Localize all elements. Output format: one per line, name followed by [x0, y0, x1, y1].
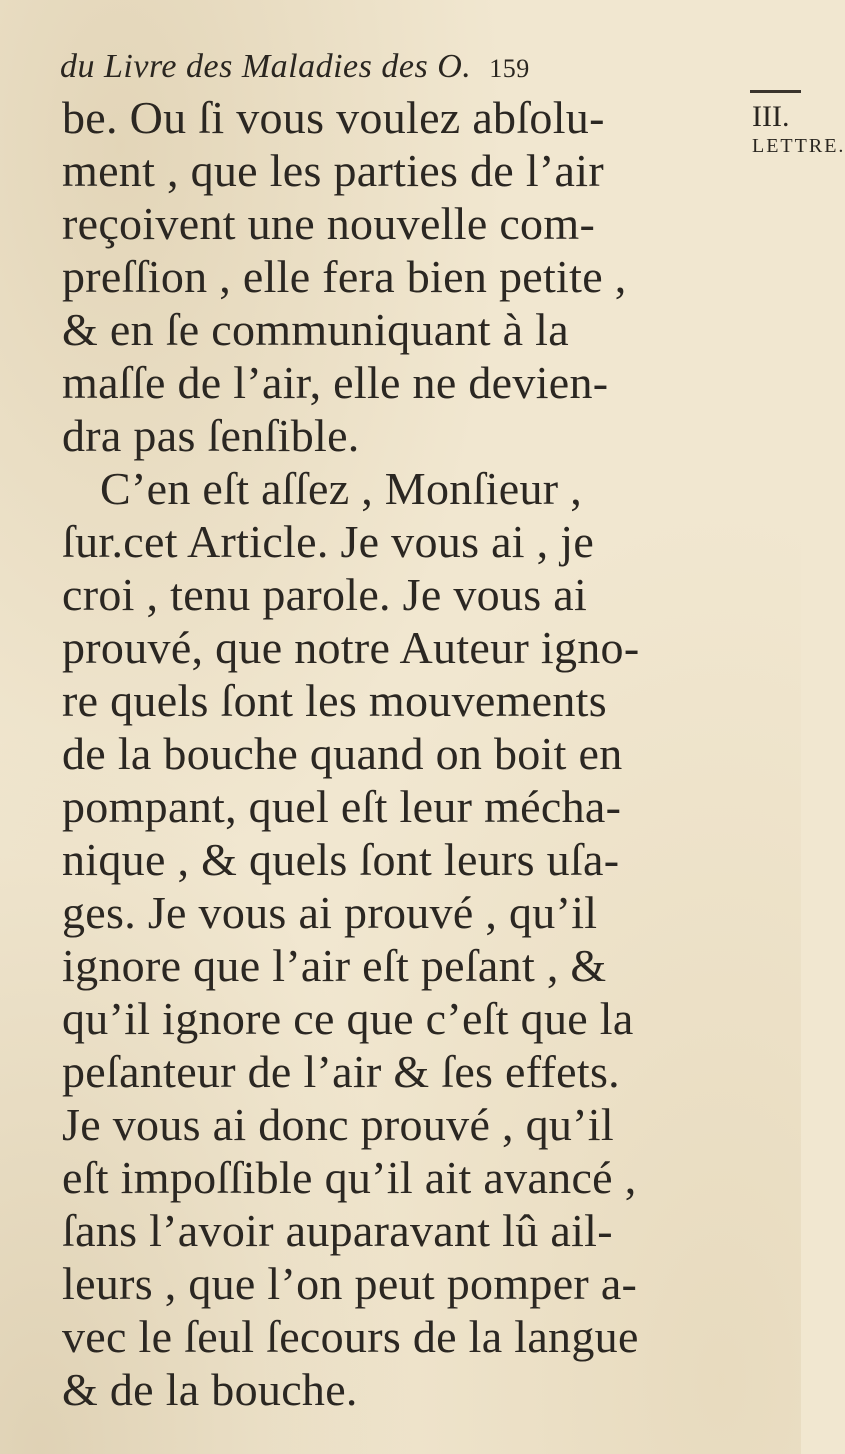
- text-line: ges. Je vous ai prouvé , qu’il: [62, 887, 598, 938]
- margin-letter-label: LETTRE.: [752, 135, 845, 157]
- text-line: C’en eſt aſſez , Monſieur ,: [100, 463, 583, 514]
- text-line: be. Ou ſi vous voulez abſolu-: [62, 92, 605, 143]
- text-line: peſanteur de l’air & ſes effets.: [62, 1046, 620, 1097]
- text-line: Je vous ai donc prouvé , qu’il: [62, 1099, 614, 1150]
- running-title: du Livre des Maladies des O.: [60, 48, 472, 85]
- text-line: ignore que l’air eſt peſant , &: [62, 940, 607, 991]
- text-line: de la bouche quand on boit en: [62, 728, 623, 779]
- text-line: re quels ſont les mouvements: [62, 675, 607, 726]
- text-line: ſans l’avoir auparavant lû ail-: [62, 1205, 613, 1256]
- text-line: dra pas ſenſible.: [62, 410, 360, 461]
- text-line: reçoivent une nouvelle com-: [62, 198, 596, 249]
- text-line: nique , & quels ſont leurs uſa-: [62, 834, 620, 885]
- text-line: & de la bouche.: [62, 1364, 358, 1415]
- text-line: vec le ſeul ſecours de la langue: [62, 1311, 639, 1362]
- text-line: leurs , que l’on peut pomper a-: [62, 1258, 638, 1309]
- text-line: qu’il ignore ce que c’eſt que la: [62, 993, 634, 1044]
- text-line: ment , que les parties de l’air: [62, 145, 604, 196]
- text-line: eſt impoſſible qu’il ait avancé ,: [62, 1152, 637, 1203]
- page-number: 159: [489, 54, 530, 83]
- text-line: preſſion , elle fera bien petite ,: [62, 251, 627, 302]
- text-line: maſſe de l’air, elle ne devien-: [62, 357, 609, 408]
- text-line: & en ſe communiquant à la: [62, 304, 569, 355]
- text-line: pompant, quel eſt leur mécha-: [62, 781, 622, 832]
- text-line: croi , tenu parole. Je vous ai: [62, 569, 588, 620]
- margin-letter-number: III.: [752, 100, 790, 133]
- text-line: ſur.cet Article. Je vous ai , je: [62, 516, 595, 567]
- text-line: prouvé, que notre Auteur igno-: [62, 622, 640, 673]
